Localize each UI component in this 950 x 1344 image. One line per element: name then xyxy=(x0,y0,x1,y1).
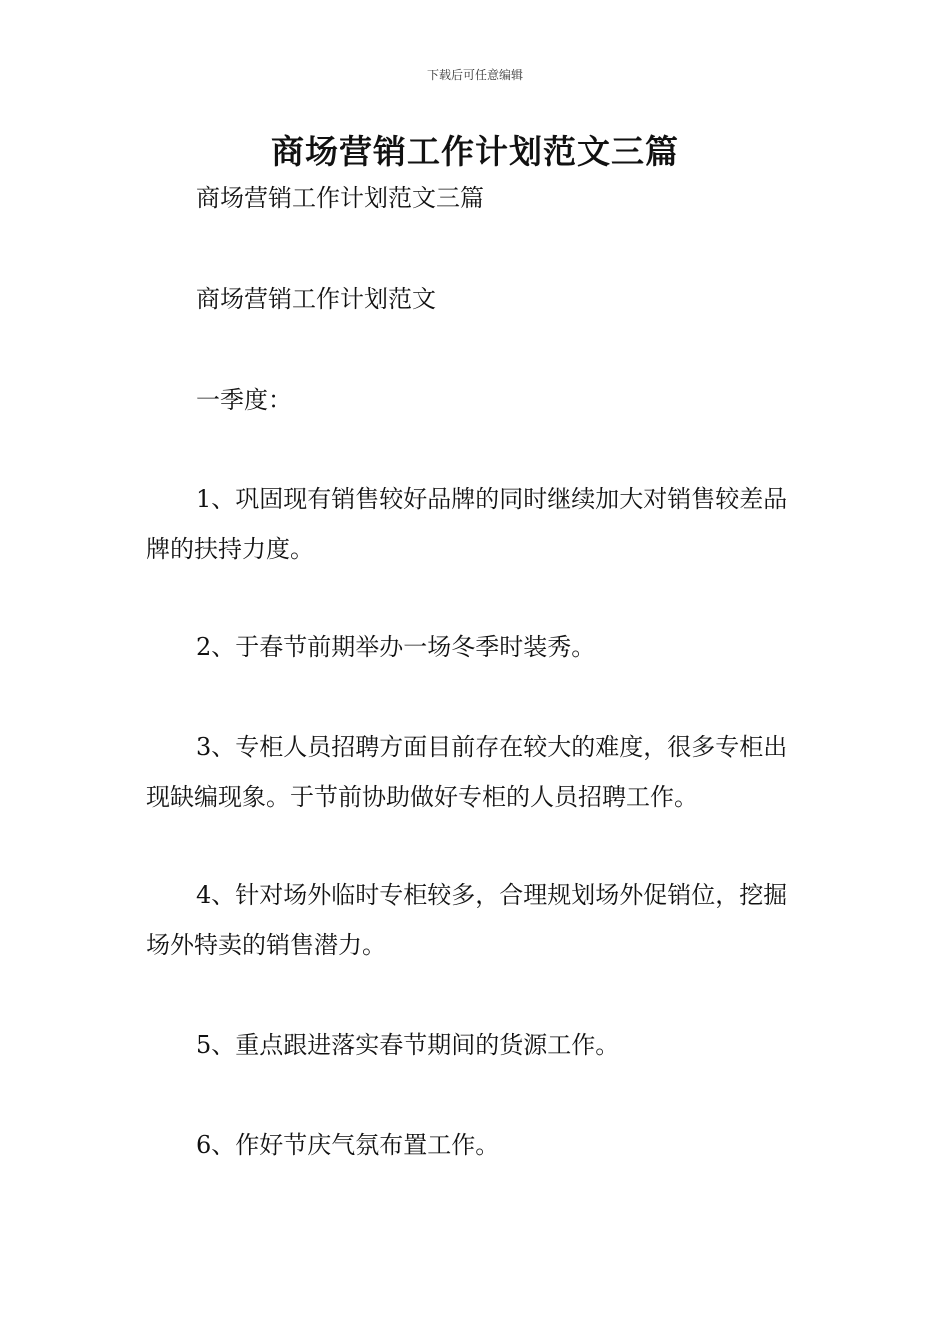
paragraph-subtitle: 商场营销工作计划范文三篇 xyxy=(196,184,484,212)
document-title: 商场营销工作计划范文三篇 xyxy=(271,132,679,171)
paragraph-item-1: 1、巩固现有销售较好品牌的同时继续加大对销售较差品牌的扶持力度。 xyxy=(146,485,788,563)
paragraph-heading: 商场营销工作计划范文 xyxy=(196,285,436,313)
paragraph-item-2: 2、于春节前期举办一场冬季时装秀。 xyxy=(196,633,596,661)
paragraph-item-4: 4、针对场外临时专柜较多，合理规划场外促销位，挖掘场外特卖的销售潜力。 xyxy=(146,881,788,959)
header-note: 下载后可任意编辑 xyxy=(426,68,523,82)
paragraph-quarter-heading: 一季度： xyxy=(196,386,292,414)
paragraph-item-5: 5、重点跟进落实春节期间的货源工作。 xyxy=(196,1031,620,1059)
paragraph-item-6: 6、作好节庆气氛布置工作。 xyxy=(196,1131,500,1159)
paragraph-item-3: 3、专柜人员招聘方面目前存在较大的难度，很多专柜出现缺编现象。于节前协助做好专柜的人员招聘工作。 xyxy=(146,733,788,811)
